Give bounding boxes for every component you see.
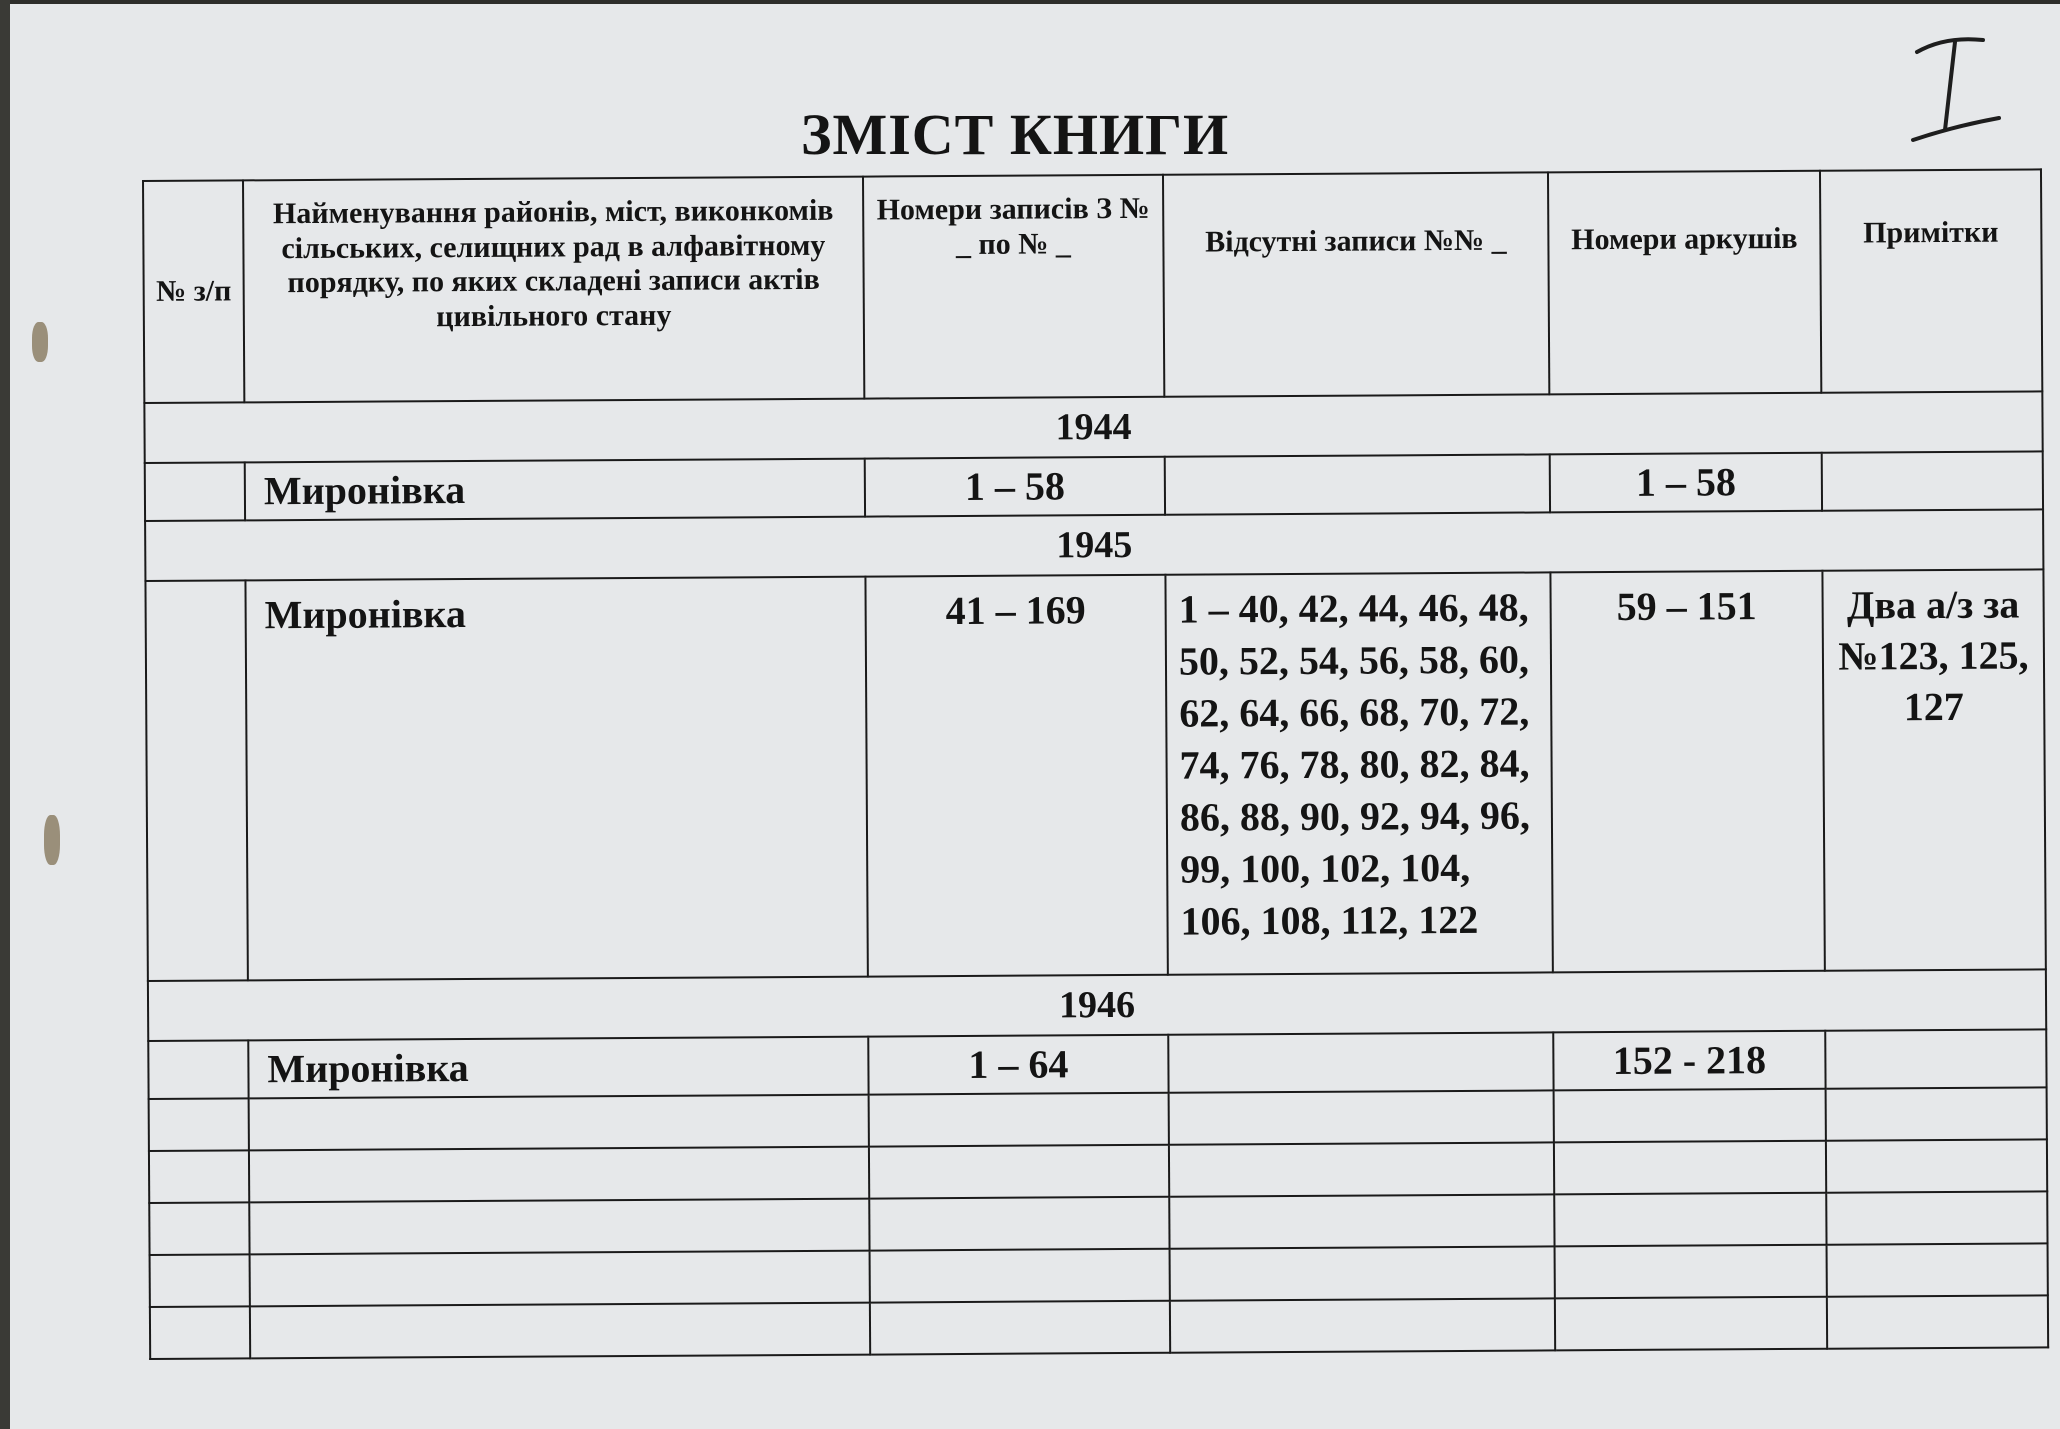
empty-cell bbox=[149, 1202, 249, 1255]
empty-cell bbox=[870, 1249, 1170, 1303]
empty-row bbox=[150, 1295, 2048, 1359]
cell-name: Миронівка bbox=[248, 1037, 868, 1099]
year-label: 1946 bbox=[148, 969, 2046, 1041]
empty-cell bbox=[1555, 1245, 1827, 1299]
empty-cell bbox=[1554, 1089, 1826, 1143]
empty-cell bbox=[1555, 1297, 1827, 1351]
empty-cell bbox=[1170, 1246, 1555, 1300]
empty-cell bbox=[1826, 1087, 2047, 1140]
empty-cell bbox=[1826, 1191, 2047, 1244]
page-title: ЗМІСТ КНИГИ bbox=[800, 101, 1230, 167]
cell-records: 41 – 169 bbox=[865, 575, 1167, 977]
volume-mark bbox=[1905, 30, 2005, 150]
header-records: Номери записів З № _ по № _ bbox=[863, 175, 1164, 399]
page-top-edge bbox=[0, 0, 2060, 4]
empty-cell bbox=[249, 1095, 869, 1151]
empty-cell bbox=[149, 1150, 249, 1203]
table-header-row bbox=[143, 169, 2042, 403]
empty-cell bbox=[870, 1301, 1170, 1355]
cell-sheets: 1 – 58 bbox=[1550, 453, 1822, 513]
header-missing: Відсутні записи №№ _ bbox=[1163, 172, 1549, 396]
cell-number bbox=[145, 462, 245, 521]
empty-cell bbox=[1169, 1194, 1554, 1248]
header-name: Найменування районів, міст, виконкомів сільських, селищних рад в алфавітному порядку, по яких складені записи актів цивільного стану bbox=[243, 177, 864, 403]
empty-cell bbox=[250, 1251, 870, 1307]
table-row bbox=[145, 569, 2045, 981]
header-notes: Примітки bbox=[1820, 169, 2042, 392]
year-label: 1945 bbox=[145, 509, 2043, 581]
empty-cell bbox=[1169, 1142, 1554, 1196]
empty-cell bbox=[1554, 1193, 1826, 1247]
empty-cell bbox=[249, 1199, 869, 1255]
page-left-edge bbox=[0, 0, 10, 1429]
year-label: 1944 bbox=[144, 391, 2042, 463]
cell-notes bbox=[1825, 1029, 2046, 1088]
empty-cell bbox=[149, 1098, 249, 1151]
empty-cell bbox=[1826, 1139, 2047, 1192]
cell-missing bbox=[1168, 1032, 1553, 1092]
empty-cell bbox=[1169, 1090, 1554, 1144]
header-sheets: Номери аркушів bbox=[1548, 171, 1821, 395]
empty-cell bbox=[249, 1147, 869, 1203]
empty-cell bbox=[869, 1197, 1169, 1251]
cell-name: Миронівка bbox=[245, 577, 867, 981]
empty-cell bbox=[250, 1303, 870, 1359]
header-number: № з/п bbox=[143, 180, 244, 403]
cell-sheets: 59 – 151 bbox=[1550, 571, 1824, 973]
empty-cell bbox=[1827, 1295, 2048, 1348]
cell-notes: Два а/з за №123, 125, 127 bbox=[1822, 569, 2045, 970]
cell-missing: 1 – 40, 42, 44, 46, 48, 50, 52, 54, 56, 58, 60, 62, 64, 66, 68, 70, 72, 74, 76, 78, 80, 82, 84, 86, 88, 90, 92, 94, 96, 99, 100, 102, 104, 106, 108, 112, 122 bbox=[1165, 572, 1552, 974]
cell-records: 1 – 58 bbox=[865, 457, 1165, 517]
empty-cell bbox=[1170, 1298, 1555, 1352]
contents-table bbox=[142, 168, 2049, 1360]
empty-cell bbox=[150, 1306, 250, 1359]
binding-hole-upper bbox=[32, 322, 48, 362]
cell-sheets: 152 - 218 bbox=[1553, 1031, 1825, 1091]
cell-number bbox=[145, 580, 247, 981]
binding-hole-lower bbox=[44, 815, 60, 865]
cell-records: 1 – 64 bbox=[868, 1035, 1168, 1095]
empty-cell bbox=[1827, 1243, 2048, 1296]
volume-mark-label: I bbox=[1905, 30, 1906, 31]
empty-cell bbox=[1554, 1141, 1826, 1195]
empty-cell bbox=[869, 1093, 1169, 1147]
cell-number bbox=[148, 1040, 248, 1099]
empty-cell bbox=[869, 1145, 1169, 1199]
cell-name: Миронівка bbox=[245, 459, 865, 521]
empty-cell bbox=[150, 1254, 250, 1307]
cell-notes bbox=[1822, 451, 2043, 510]
cell-missing bbox=[1165, 454, 1550, 514]
